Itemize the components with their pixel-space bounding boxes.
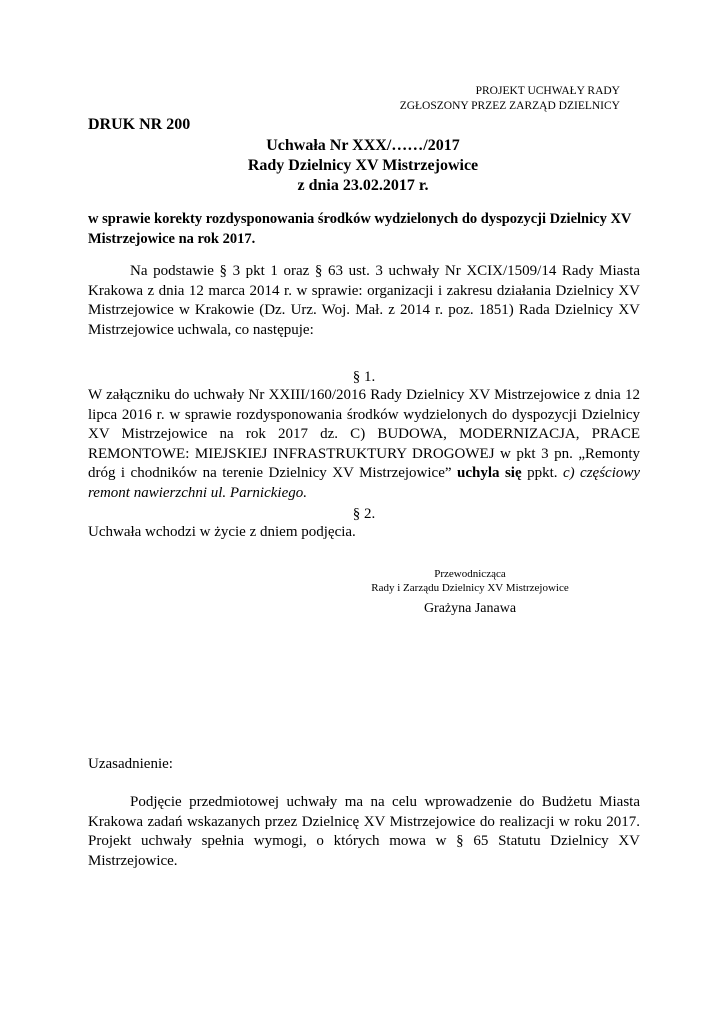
project-line-2: ZGŁOSZONY PRZEZ ZARZĄD DZIELNICY	[399, 100, 620, 112]
signature-org: Rady i Zarządu Dzielnicy XV Mistrzejowice	[371, 582, 569, 594]
section-1-text-a: W załączniku do uchwały Nr XXIII/160/2016 Rady Dzielnicy XV Mistrzejowice z dnia 12 lipca 2016 r. w sprawie rozdysponowania środków wydzielonych do dyspozycji Dzielnicy XV Mistrzejowice na rok 2017 dz. C) BUDOWA, MODERNIZACJA, PRACE REMONTOWE: MIEJSKIEJ INFRASTRUKTURY DROGOWEJ w pkt 3 pn. „Remonty dróg i chodników na terenie Dzielnicy XV Mistrzejowice”	[88, 387, 640, 481]
section-1-text-italic: c) częściowy remont nawierzchni ul. Parnickiego.	[88, 465, 641, 501]
title-line-3: z dnia 23.02.2017 r.	[297, 177, 429, 194]
section-1-text-bold: uchyla się	[457, 465, 522, 481]
project-line-1: PROJEKT UCHWAŁY RADY	[475, 85, 620, 97]
section-2-heading: § 2.	[352, 506, 376, 522]
project-header	[380, 84, 620, 114]
subject: w sprawie korekty rozdysponowania środków wydzielonych do dyspozycji Dzielnicy XV Mistrzejowice na rok 2017.	[88, 211, 632, 247]
section-1-text	[88, 386, 640, 503]
document-title	[88, 136, 638, 196]
title-line-1: Uchwała Nr XXX/……/2017	[266, 137, 460, 154]
section-1-text-b: ppkt.	[527, 465, 558, 481]
druk-number: DRUK NR 200	[88, 116, 191, 133]
signature-role: Przewodnicząca	[434, 568, 506, 580]
signature-name: Grażyna Janawa	[423, 601, 517, 616]
justification-heading: Uzasadnienie:	[88, 756, 173, 772]
signature-block	[320, 567, 620, 618]
title-line-2: Rady Dzielnicy XV Mistrzejowice	[247, 157, 479, 174]
justification-text: Podjęcie przedmiotowej uchwały ma na celu wprowadzenie do Budżetu Miasta Krakowa zadań wskazanych przez Dzielnicę XV Mistrzejowice do realizacji w roku 2017. Projekt uchwały spełnia wymogi, o których mowa w § 65 Statutu Dzielnicy XV Mistrzejowice.	[88, 794, 640, 869]
preamble: Na podstawie § 3 pkt 1 oraz § 63 ust. 3 uchwały Nr XCIX/1509/14 Rady Miasta Krakowa z dnia 12 marca 2014 r. w sprawie: organizacji i zakresu działania Dzielnicy XV Mistrzejowice w Krakowie (Dz. Urz. Woj. Mał. z 2014 r. poz. 1851) Rada Dzielnicy XV Mistrzejowice uchwala, co następuje:	[88, 263, 640, 338]
section-2-text: Uchwała wchodzi w życie z dniem podjęcia.	[88, 524, 356, 540]
section-1-heading: § 1.	[352, 369, 376, 385]
